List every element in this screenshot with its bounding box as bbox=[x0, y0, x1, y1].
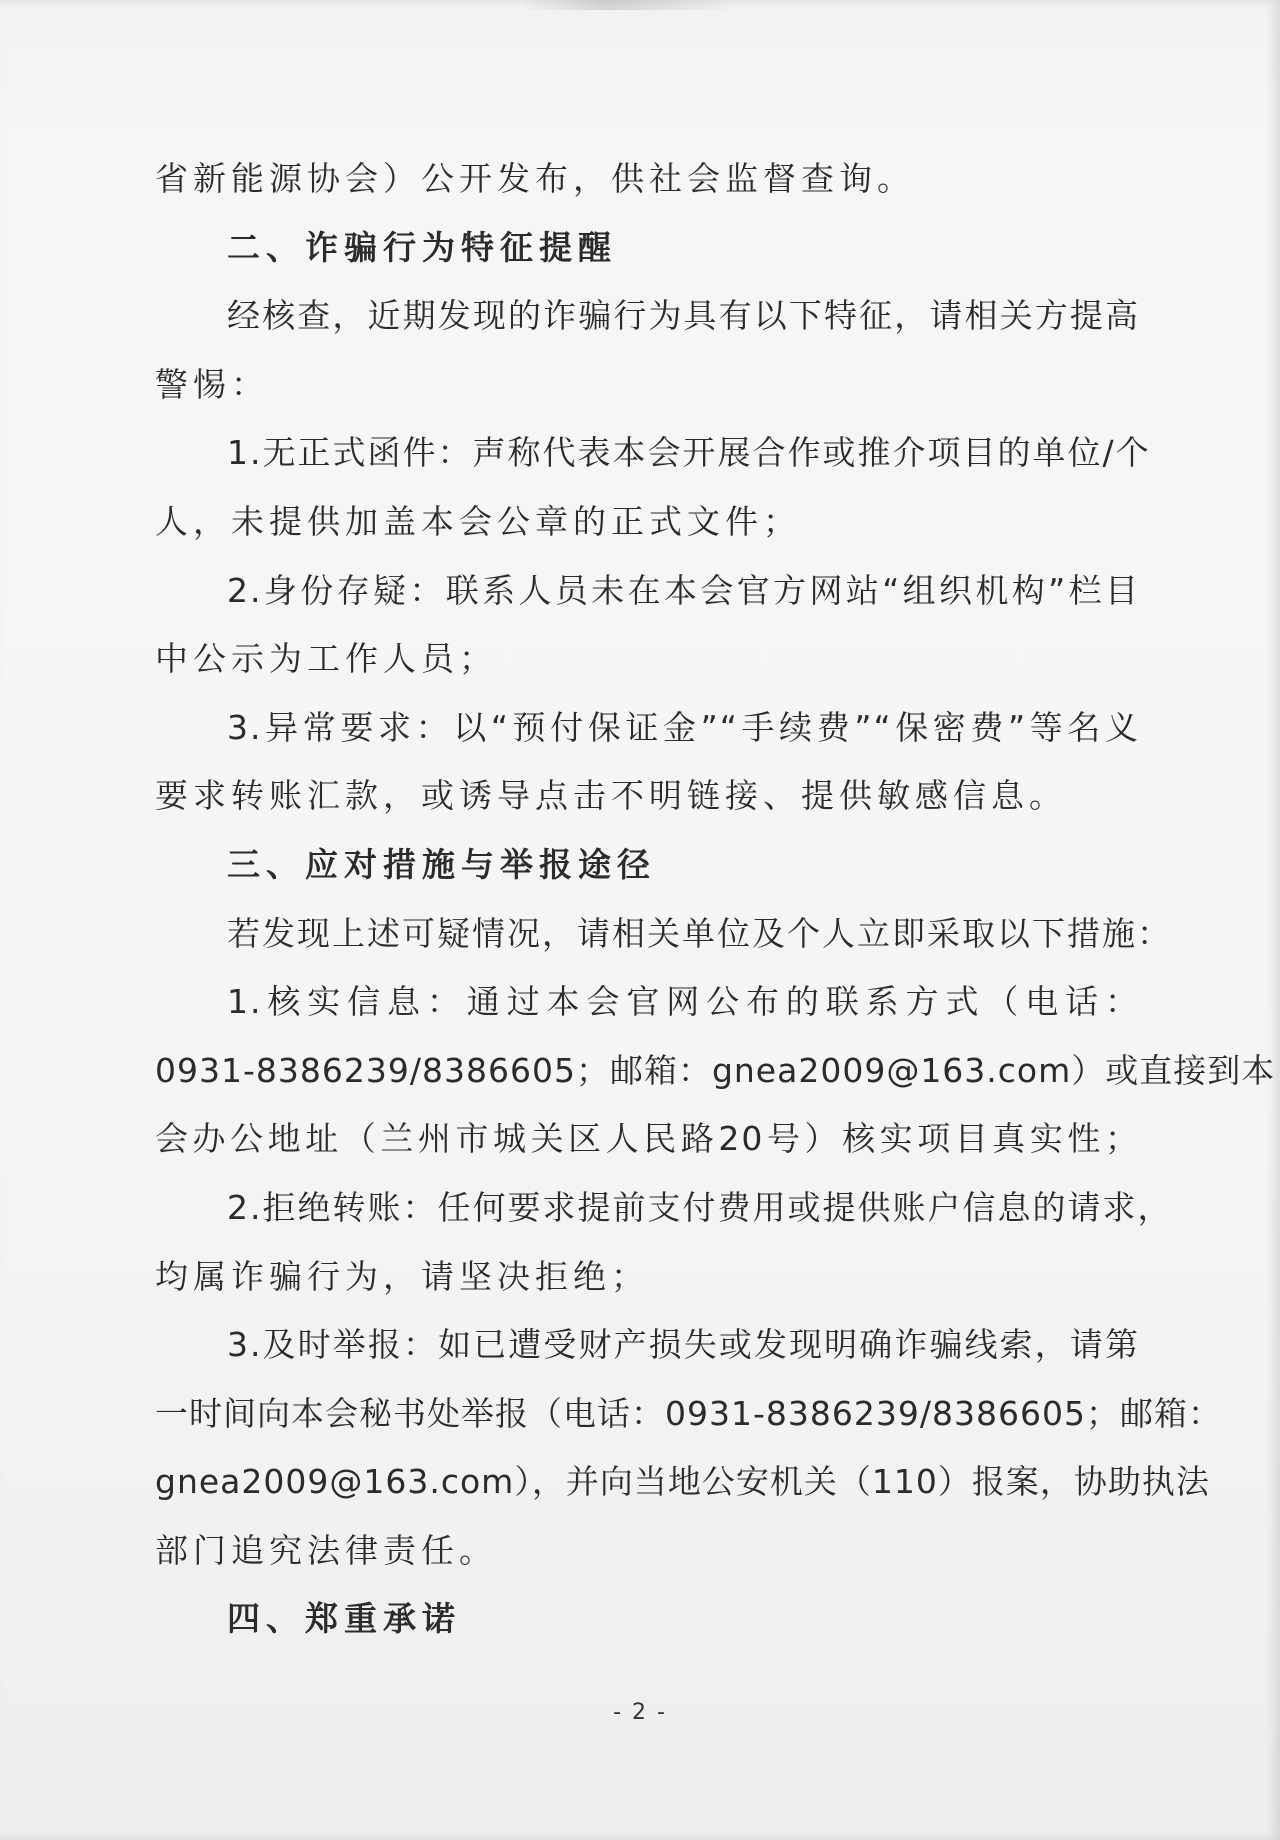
list-item: 2.拒绝转账：任何要求提前支付费用或提供账户信息的请求， bbox=[227, 1187, 1173, 1227]
section-heading: 二、诈骗行为特征提醒 bbox=[227, 227, 617, 267]
list-item: 2.身份存疑：联系人员未在本会官方网站“组织机构”栏目 bbox=[227, 570, 1140, 610]
paragraph-line: 部门追究法律责任。 bbox=[155, 1530, 497, 1570]
paragraph-line: 警惕： bbox=[155, 364, 269, 404]
list-item: 1.无正式函件：声称代表本会开展合作或推介项目的单位/个 bbox=[227, 433, 1151, 473]
page-top-scan-shadow bbox=[520, 0, 740, 10]
section-heading: 四、郑重承诺 bbox=[227, 1599, 461, 1639]
page-number: - 2 - bbox=[613, 1700, 667, 1725]
section-heading: 三、应对措施与举报途径 bbox=[227, 844, 656, 884]
contact-line: gnea2009@163.com），并向当地公安机关（110）报案，协助执法 bbox=[155, 1462, 1210, 1502]
paragraph-line: 省新能源协会）公开发布，供社会监督查询。 bbox=[155, 159, 915, 198]
paragraph-line: 经核查，近期发现的诈骗行为具有以下特征，请相关方提高 bbox=[227, 296, 1140, 336]
paragraph-line: 均属诈骗行为，请坚决拒绝； bbox=[155, 1256, 649, 1296]
paragraph-line: 要求转账汇款，或诱导点击不明链接、提供敏感信息。 bbox=[155, 776, 1067, 816]
contact-line: 一时间向本会秘书处举报（电话：0931-8386239/8386605；邮箱： bbox=[155, 1393, 1222, 1433]
list-item: 3.及时举报：如已遭受财产损失或发现明确诈骗线索，请第 bbox=[227, 1325, 1140, 1365]
paragraph-line: 人，未提供加盖本会公章的正式文件； bbox=[155, 501, 801, 541]
paragraph-line: 若发现上述可疑情况，请相关单位及个人立即采取以下措施： bbox=[227, 913, 1172, 953]
list-item: 3.异常要求：以“预付保证金”“手续费”“保密费”等名义 bbox=[227, 707, 1141, 747]
contact-line: 0931-8386239/8386605；邮箱：gnea2009@163.com）或直接到本 bbox=[155, 1050, 1276, 1090]
paragraph-line: 中公示为工作人员； bbox=[155, 639, 497, 679]
list-item: 1.核实信息：通过本会官网公布的联系方式（电话： bbox=[227, 982, 1140, 1022]
paragraph-line: 会办公地址（兰州市城关区人民路20号）核实项目真实性； bbox=[155, 1119, 1140, 1159]
document-body bbox=[155, 145, 1276, 1654]
